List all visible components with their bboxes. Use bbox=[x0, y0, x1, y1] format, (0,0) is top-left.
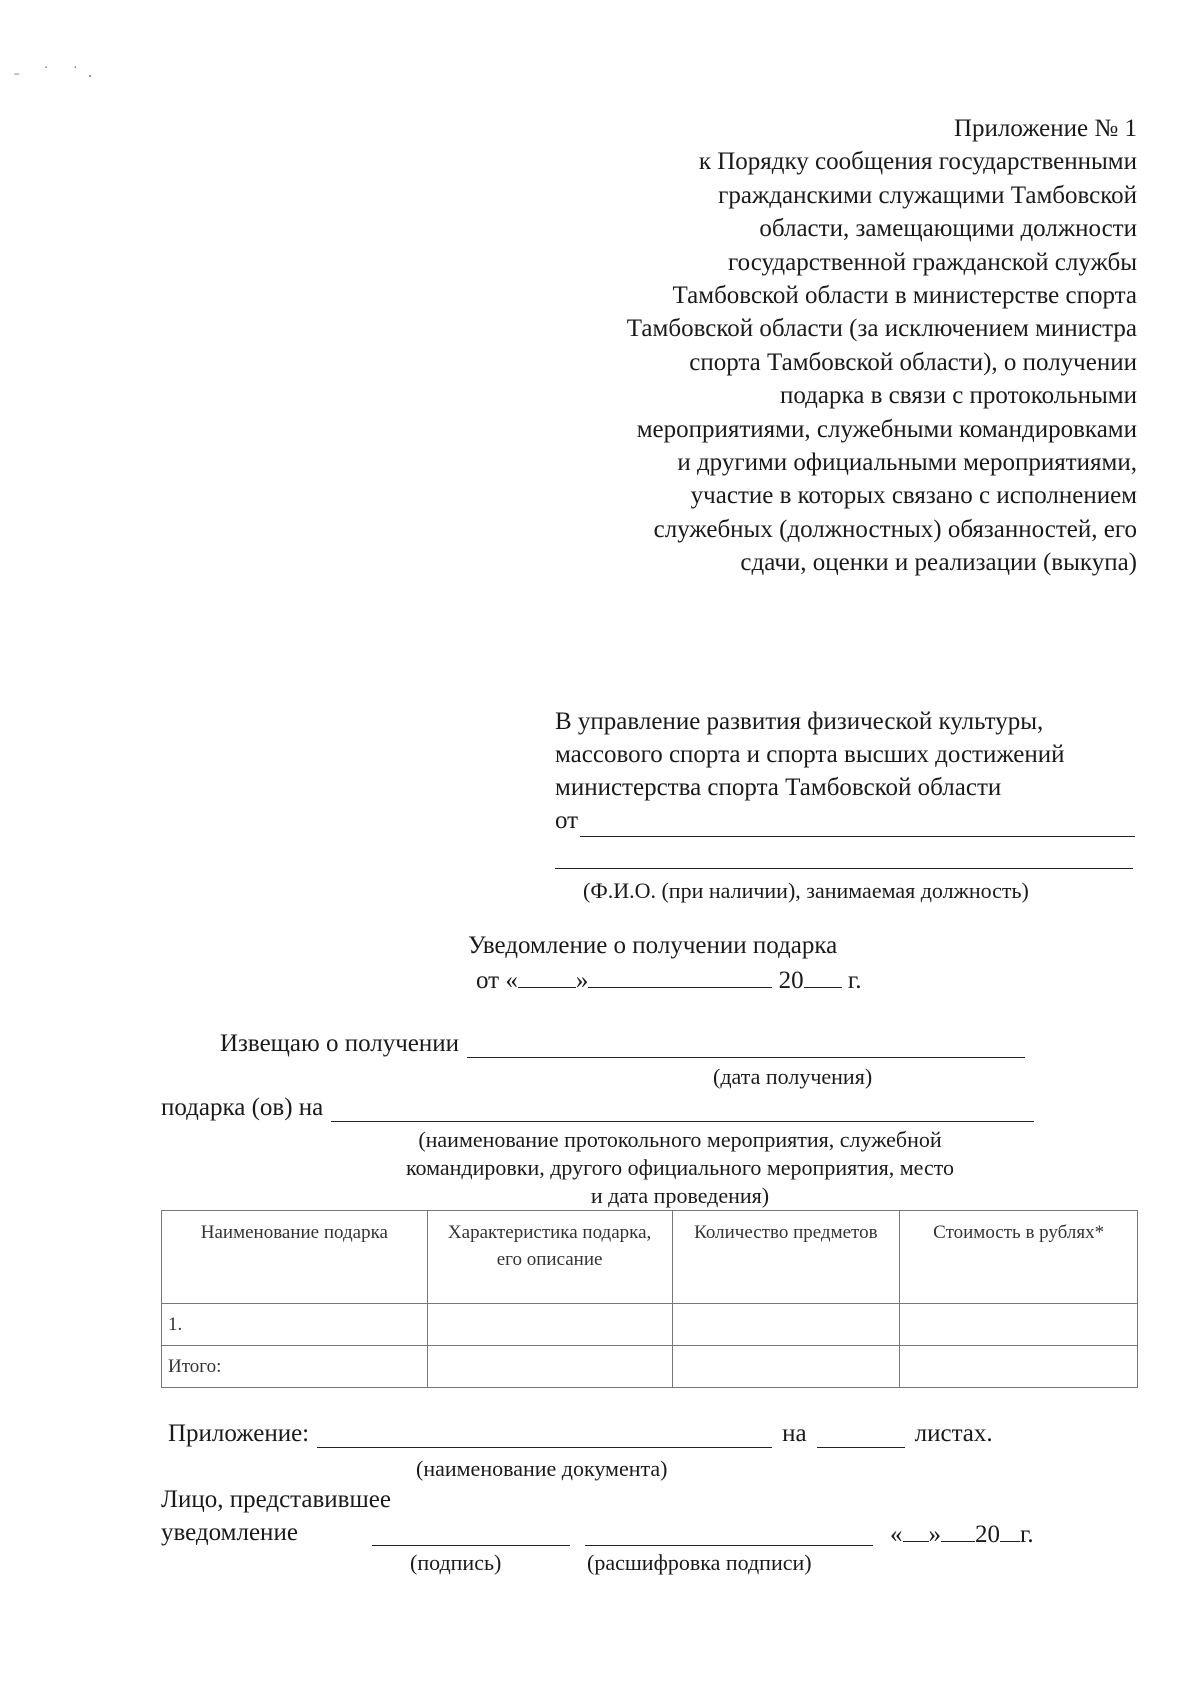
event-caption-line: и дата проведения) bbox=[590, 1183, 770, 1208]
fio-blank-line[interactable] bbox=[555, 868, 1133, 869]
signer-year-blank[interactable] bbox=[1000, 1519, 1020, 1542]
col-header-name: Наименование подарка bbox=[162, 1211, 428, 1304]
table-cell[interactable] bbox=[427, 1346, 672, 1388]
signer-date-open: « bbox=[890, 1521, 903, 1548]
date-prefix: от « bbox=[476, 967, 518, 994]
from-field bbox=[555, 804, 1135, 837]
appendix-line: и другими официальными мероприятиями, bbox=[677, 449, 1137, 477]
event-caption bbox=[330, 1126, 1030, 1210]
col-header-quantity: Количество предметов bbox=[672, 1211, 900, 1304]
addressee-line: массового спорта и спорта высших достижений bbox=[555, 741, 1065, 768]
appendix-line: области, замещающими должности bbox=[759, 215, 1137, 243]
year-prefix: 20 bbox=[778, 967, 804, 994]
gift-label: подарка (ов) на bbox=[161, 1094, 324, 1121]
attachment-doc-blank[interactable] bbox=[317, 1423, 772, 1448]
signer-label-1: Лицо, представившее bbox=[161, 1486, 391, 1513]
signer-day-blank[interactable] bbox=[903, 1519, 929, 1542]
attachment-field bbox=[168, 1420, 993, 1448]
from-label: от bbox=[555, 807, 579, 834]
table-cell[interactable] bbox=[427, 1304, 672, 1346]
signature-decode-blank[interactable] bbox=[585, 1545, 873, 1546]
appendix-line: гражданскими служащими Тамбовской bbox=[718, 181, 1137, 209]
event-blank[interactable] bbox=[331, 1097, 1034, 1122]
appendix-header bbox=[517, 112, 1137, 580]
appendix-line: Приложение № 1 bbox=[953, 115, 1137, 142]
notice-title: Уведомление о получении подарка bbox=[468, 932, 838, 959]
table-cell[interactable] bbox=[672, 1346, 900, 1388]
signature-blank[interactable] bbox=[372, 1545, 570, 1546]
attachment-label: Приложение: bbox=[168, 1420, 310, 1447]
signer-month-blank[interactable] bbox=[941, 1519, 975, 1542]
scan-specks: ˗ ˙ ˙. bbox=[14, 64, 102, 81]
col-header-description: Характеристика подарка, его описание bbox=[427, 1211, 672, 1304]
table-cell[interactable] bbox=[900, 1304, 1138, 1346]
signer-label-2: уведомление bbox=[161, 1519, 298, 1546]
receipt-field bbox=[220, 1030, 1025, 1058]
table-cell[interactable] bbox=[672, 1304, 900, 1346]
addressee-block bbox=[555, 705, 1135, 837]
doc-caption: (наименование документа) bbox=[416, 1456, 668, 1481]
signer-year-prefix: 20 bbox=[975, 1521, 1000, 1548]
signer-date-close: » bbox=[928, 1521, 941, 1548]
col-header-cost: Стоимость в рублях* bbox=[900, 1211, 1138, 1304]
month-blank[interactable] bbox=[588, 965, 772, 988]
appendix-line: мероприятиями, служебными командировками bbox=[636, 415, 1137, 443]
receipt-date-blank[interactable] bbox=[467, 1033, 1025, 1058]
addressee-line: В управление развития физической культуры, bbox=[555, 708, 1044, 735]
attachment-sheets-label: листах. bbox=[914, 1420, 993, 1447]
notice-date bbox=[476, 965, 862, 995]
signer-year-suffix: г. bbox=[1020, 1521, 1034, 1548]
fio-caption: (Ф.И.О. (при наличии), занимаемая должность) bbox=[583, 878, 1029, 903]
event-caption-line: командировки, другого официального мероприятия, место bbox=[405, 1155, 955, 1180]
appendix-line: Тамбовской области (за исключением министра bbox=[626, 315, 1137, 343]
day-blank[interactable] bbox=[518, 965, 576, 988]
receipt-label: Извещаю о получении bbox=[220, 1030, 460, 1057]
year-suffix: г. bbox=[847, 967, 862, 994]
table-row bbox=[162, 1304, 1138, 1346]
receipt-caption: (дата получения) bbox=[713, 1064, 873, 1089]
attachment-sheets-blank[interactable] bbox=[817, 1423, 905, 1448]
table-header-row bbox=[162, 1211, 1138, 1304]
table-cell[interactable]: 1. bbox=[162, 1304, 428, 1346]
event-caption-line: (наименование протокольного мероприятия, служебной bbox=[418, 1127, 942, 1152]
attachment-on-label: на bbox=[782, 1420, 807, 1447]
table-cell: Итого: bbox=[162, 1346, 428, 1388]
appendix-line: спорта Тамбовской области), о получении bbox=[689, 348, 1137, 376]
appendix-line: государственной гражданской службы bbox=[727, 248, 1137, 276]
signer-date bbox=[890, 1519, 1034, 1549]
decode-caption: (расшифровка подписи) bbox=[587, 1550, 812, 1575]
from-blank[interactable] bbox=[580, 810, 1135, 837]
appendix-line: к Порядку сообщения государственными bbox=[698, 148, 1137, 176]
gift-event-field bbox=[161, 1094, 1034, 1122]
table-row-total bbox=[162, 1346, 1138, 1388]
signature-caption: (подпись) bbox=[410, 1550, 502, 1575]
year-blank[interactable] bbox=[804, 965, 842, 988]
appendix-line: сдачи, оценки и реализации (выкупа) bbox=[740, 549, 1137, 577]
appendix-line: участие в которых связано с исполнением bbox=[690, 482, 1137, 510]
appendix-line: служебных (должностных) обязанностей, его bbox=[653, 515, 1137, 543]
addressee-line: министерства спорта Тамбовской области bbox=[555, 774, 1002, 801]
appendix-line: Тамбовской области в министерстве спорта bbox=[672, 282, 1137, 310]
table-cell[interactable] bbox=[900, 1346, 1138, 1388]
appendix-line: подарка в связи с протокольными bbox=[779, 382, 1137, 410]
date-mid: » bbox=[575, 967, 589, 994]
gifts-table bbox=[161, 1210, 1138, 1388]
